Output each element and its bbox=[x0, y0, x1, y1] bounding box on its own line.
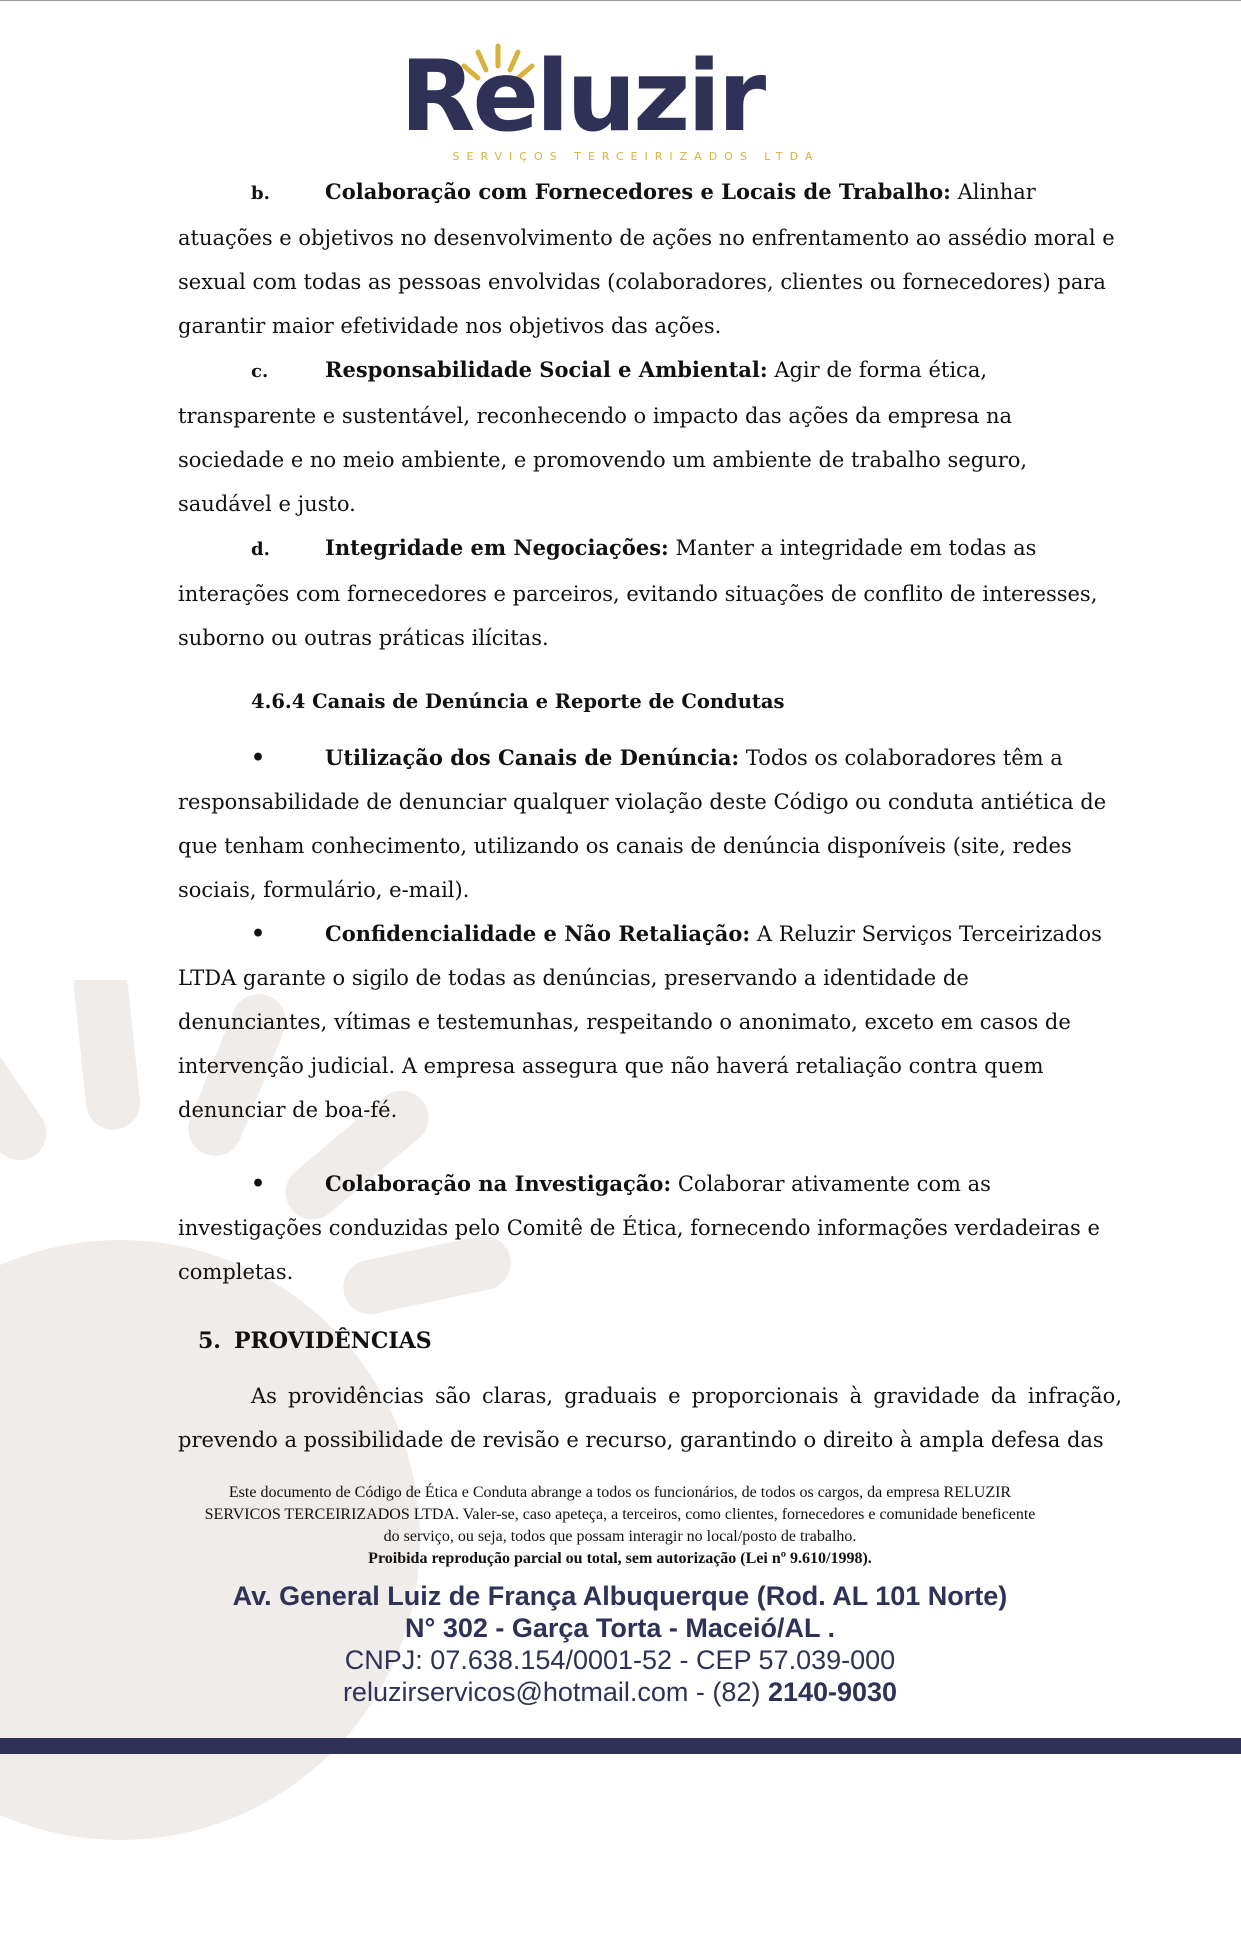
bullet-item bbox=[178, 912, 1122, 1132]
company-logo bbox=[400, 42, 870, 167]
section-paragraph: As providências são claras, graduais e proporcionais à gravidade da infração, prevendo a possibilidade de revisão e recurso, garantindo o direito à ampla defesa das bbox=[178, 1384, 1122, 1452]
contact-line bbox=[120, 1676, 1120, 1708]
item-title: Utilização dos Canais de Denúncia: bbox=[325, 745, 740, 770]
item-title: Colaboração com Fornecedores e Locais de Trabalho: bbox=[325, 179, 951, 204]
company-address bbox=[120, 1580, 1120, 1708]
disclaimer-line: Este documento de Código de Ética e Conduta abrange a todos os funcionários, de todos os cargos, da empresa RELUZIR bbox=[228, 1484, 1012, 1501]
address-line: Av. General Luiz de França Albuquerque (Rod. AL 101 Norte) bbox=[232, 1581, 1008, 1611]
item-text: Agir de forma ética, transparente e sustentável, reconhecendo o impacto das ações da empresa na sociedade e no meio ambiente, e promovendo um ambiente de trabalho seguro, saudável e justo. bbox=[178, 358, 1028, 516]
item-text: Colaborar ativamente com as investigações conduzidas pelo Comitê de Ética, fornecendo informações verdadeiras e completas. bbox=[178, 1172, 1100, 1284]
bullet-marker: • bbox=[251, 745, 266, 771]
list-item-d bbox=[178, 526, 1122, 660]
item-title: Colaboração na Investigação: bbox=[325, 1171, 672, 1196]
copyright-notice: Proibida reprodução parcial ou total, sem autorização (Lei nº 9.610/1998). bbox=[368, 1550, 872, 1567]
item-title: Confidencialidade e Não Retaliação: bbox=[325, 921, 751, 946]
item-text: Manter a integridade em todas as interações com fornecedores e parceiros, evitando situações de conflito de interesses, suborno ou outras práticas ilícitas. bbox=[178, 536, 1098, 650]
cnpj-line: CNPJ: 07.638.154/0001-52 - CEP 57.039-000 bbox=[344, 1645, 896, 1675]
list-marker: d. bbox=[251, 539, 270, 560]
section-number: 5. bbox=[198, 1328, 221, 1354]
item-text: Todos os colaboradores têm a responsabilidade de denunciar qualquer violação deste Código ou conduta antiética de que tenham conhecimento, utilizando os canais de denúncia disponíveis (site, redes sociais, formulário, e-mail). bbox=[178, 746, 1107, 902]
disclaimer-line: do serviço, ou seja, todos que possam interagir no local/posto de trabalho. bbox=[383, 1528, 857, 1545]
bullet-marker: • bbox=[251, 921, 266, 947]
phone-number: 2140-9030 bbox=[767, 1677, 898, 1707]
top-border bbox=[0, 0, 1241, 1]
address-line: N° 302 - Garça Torta - Maceió/AL . bbox=[405, 1613, 835, 1643]
section-title: PROVIDÊNCIAS bbox=[234, 1328, 432, 1354]
bullet-item bbox=[178, 736, 1122, 912]
list-marker: c. bbox=[251, 361, 269, 382]
item-text: A Reluzir Serviços Terceirizados LTDA garante o sigilo de todas as denúncias, preservando a identidade de denunciantes, vítimas e testemunhas, respeitando o anonimato, exceto em casos de intervenção judicial. A empresa assegura que não haverá retaliação contra quem denunciar de boa-fé. bbox=[178, 922, 1102, 1122]
item-title: Integridade em Negociações: bbox=[325, 535, 669, 560]
footer-bar bbox=[0, 1738, 1241, 1754]
disclaimer-line: SERVICOS TERCEIRIZADOS LTDA. Valer-se, caso apeteça, a terceiros, como clientes, fornecedores e comunidade beneficente bbox=[204, 1506, 1036, 1523]
list-item-c bbox=[178, 348, 1122, 526]
bullet-marker: • bbox=[251, 1171, 266, 1197]
subsection-heading: 4.6.4 Canais de Denúncia e Reporte de Condutas bbox=[251, 690, 785, 713]
document-body bbox=[178, 170, 1122, 1462]
list-marker: b. bbox=[251, 183, 270, 204]
footer-disclaimer bbox=[120, 1482, 1120, 1570]
item-text: Alinhar atuações e objetivos no desenvolvimento de ações no enfrentamento ao assédio moral e sexual com todas as pessoas envolvidas (colaboradores, clientes ou fornecedores) para garantir maior efetividade nos objetivos das ações. bbox=[178, 180, 1115, 338]
email-text: reluzirservicos@hotmail.com - (82) bbox=[342, 1677, 768, 1707]
bullet-item bbox=[178, 1162, 1122, 1294]
logo-wordmark: Reluzir bbox=[400, 40, 764, 154]
section-heading bbox=[198, 1316, 1122, 1366]
logo-subtitle: SERVIÇOS TERCEIRIZADOS LTDA bbox=[452, 150, 820, 163]
item-title: Responsabilidade Social e Ambiental: bbox=[325, 357, 768, 382]
list-item-b bbox=[178, 170, 1122, 348]
